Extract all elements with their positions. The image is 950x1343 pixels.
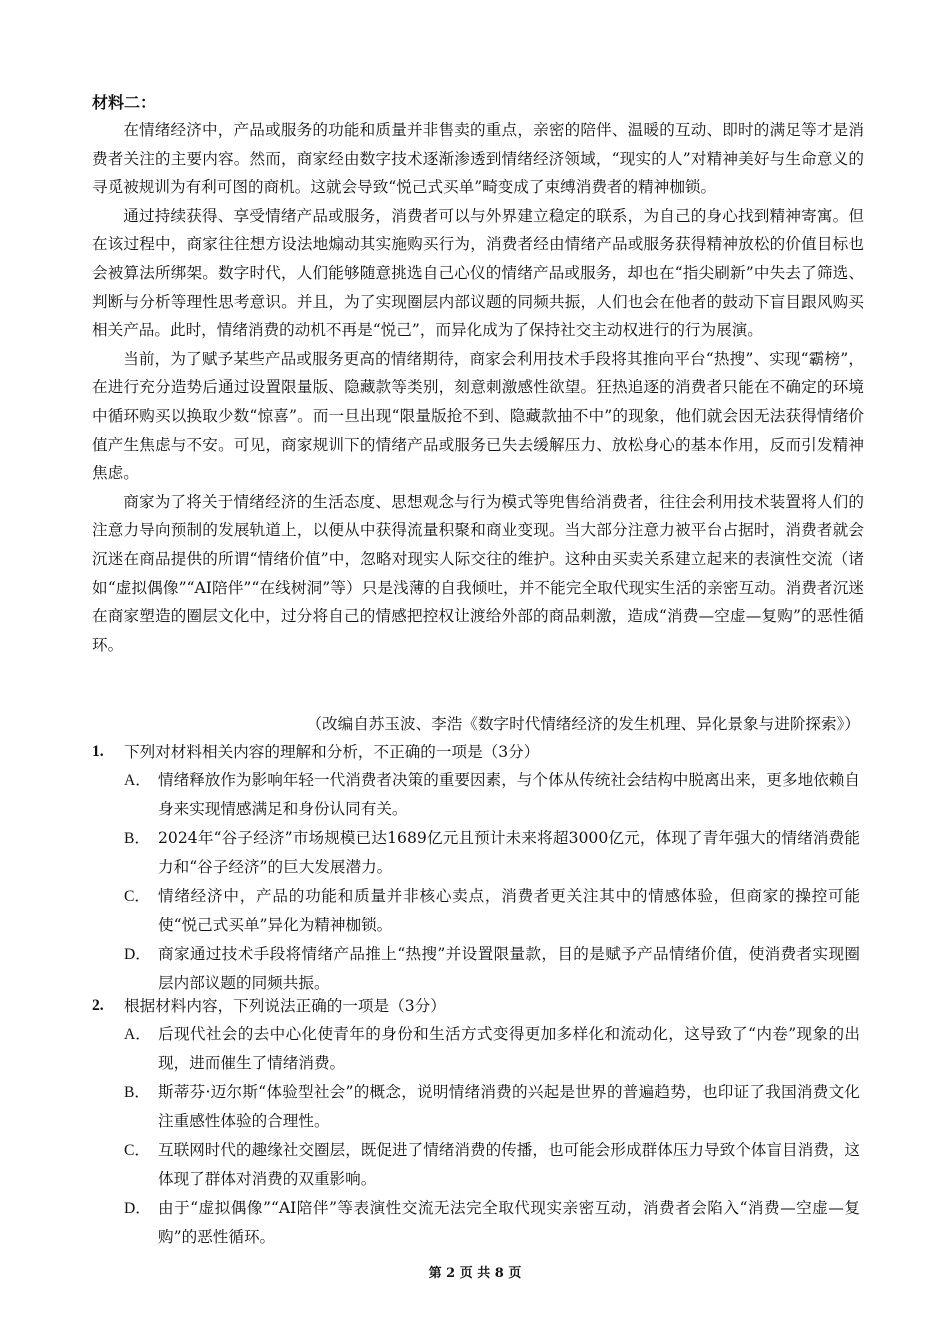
question-stem	[92, 738, 864, 766]
option-letter: A．	[124, 772, 151, 789]
option-b	[92, 824, 864, 882]
question-text: 下列对材料相关内容的理解和分析，不正确的一项是（3分）	[124, 743, 540, 761]
option-c	[92, 1136, 864, 1194]
question-number: 2.	[92, 997, 104, 1014]
question-text: 根据材料内容，下列说法正确的一项是（3分）	[124, 997, 446, 1015]
material-source: （改编自苏玉波、李浩《数字时代情绪经济的发生机理、异化景象与进阶探索》）	[306, 715, 860, 733]
option-text: 情绪经济中，产品的功能和质量并非核心卖点，消费者更关注其中的情感体验，但商家的操控可能使“悦己式买单”异化为精神枷锁。	[158, 887, 860, 934]
option-text: 情绪释放作为影响年轻一代消费者决策的重要因素，与个体从传统社会结构中脱离出来，更多地依赖自身来实现情感满足和身份认同有关。	[158, 771, 860, 818]
page-number: 第 2 页 共 8 页	[428, 1266, 522, 1281]
material-paragraph: 通过持续获得、享受情绪产品或服务，消费者可以与外界建立稳定的联系，为自己的身心找到精神寄寓。但在该过程中，商家往往想方设法地煽动其实施购买行为，消费者经由情绪产品或服务获得精神放松的价值目标也会被算法所绑架。数字时代，人们能够随意挑选自己心仪的情绪产品或服务，却也在“指尖刷新”中失去了筛选、判断与分析等理性思考意识。并且，为了实现圈层内部议题的同频共振，人们也会在他者的鼓动下盲目跟风购买相关产品。此时，情绪消费的动机不再是“悦己”，而异化成为了保持社交主动权进行的行为展演。	[92, 206, 864, 340]
option-text: 2024年“谷子经济”市场规模已达1689亿元且预计未来将超3000亿元，体现了青年强大的情绪消费能力和“谷子经济”的巨大发展潜力。	[158, 829, 860, 876]
option-letter: D．	[124, 1200, 151, 1217]
material-paragraph: 商家为了将关于情绪经济的生活态度、思想观念与行为模式等兜售给消费者，往往会利用技术装置将人们的注意力导向预制的发展轨道上，以便从中获得流量积聚和商业变现。当大部分注意力被平台占据时，消费者就会沉迷在商品提供的所谓“情绪价值”中，忽略对现实人际交往的维护。这种由买卖关系建立起来的表演性交流（诸如“虚拟偶像”“AI陪伴”“在线树洞”等）只是浅薄的自我倾吐，并不能完全取代现实生活的亲密互动。消费者沉迷在商家塑造的圈层文化中，过分将自己的情感把控权让渡给外部的商品刺激，造成“消费—空虚—复购”的恶性循环。	[92, 492, 864, 654]
option-text: 后现代社会的去中心化使青年的身份和生活方式变得更加多样化和流动化，这导致了“内卷”现象的出现，进而催生了情绪消费。	[158, 1025, 860, 1072]
material-paragraph: 在情绪经济中，产品或服务的功能和质量并非售卖的重点，亲密的陪伴、温暖的互动、即时的满足等才是消费者关注的主要内容。然而，商家经由数字技术逐渐渗透到情绪经济领域，“现实的人”对精神美好与生命意义的寻觅被规训为有利可图的商机。这就会导致“悦己式买单”畸变成了束缚消费者的精神枷锁。	[92, 121, 864, 197]
option-letter: B．	[124, 1084, 150, 1101]
option-text: 由于“虚拟偶像”“AI陪伴”等表演性交流无法完全取代现实亲密互动，消费者会陷入“消费—空虚—复购”的恶性循环。	[158, 1199, 860, 1246]
question-stem	[92, 992, 864, 1020]
material-paragraph: 当前，为了赋予某些产品或服务更高的情绪期待，商家会利用技术手段将其推向平台“热搜”、实现“霸榜”，在进行充分造势后通过设置限量版、隐藏款等类别，刻意刺激感性欲望。狂热追逐的消费者只能在不确定的环境中循环购买以换取少数“惊喜”。而一旦出现“限量版抢不到、隐藏款抽不中”的现象，他们就会因无法获得情绪价值产生焦虑与不安。可见，商家规训下的情绪产品或服务已失去缓解压力、放松身心的基本作用，反而引发精神焦虑。	[92, 349, 864, 483]
material-heading: 材料二：	[92, 93, 157, 112]
option-text: 商家通过技术手段将情绪产品推上“热搜”并设置限量款，目的是赋予产品情绪价值，使消费者实现圈层内部议题的同频共振。	[158, 945, 860, 992]
option-letter: A．	[124, 1026, 151, 1043]
option-text: 斯蒂芬·迈尔斯“体验型社会”的概念，说明情绪消费的兴起是世界的普遍趋势，也印证了我国消费文化注重感性体验的合理性。	[158, 1083, 860, 1130]
option-letter: D．	[124, 946, 151, 963]
material-body	[92, 116, 864, 659]
option-text: 互联网时代的趣缘社交圈层，既促进了情绪消费的传播，也可能会形成群体压力导致个体盲目消费，这体现了群体对消费的双重影响。	[158, 1141, 860, 1188]
option-letter: B．	[124, 830, 150, 847]
question-2	[92, 992, 864, 1252]
option-a	[92, 1020, 864, 1078]
option-letter: C．	[124, 888, 150, 905]
option-c	[92, 882, 864, 940]
option-b	[92, 1078, 864, 1136]
question-number: 1.	[92, 743, 104, 760]
option-d	[92, 1194, 864, 1252]
option-a	[92, 766, 864, 824]
option-letter: C．	[124, 1142, 150, 1159]
question-1	[92, 738, 864, 998]
option-d	[92, 940, 864, 998]
